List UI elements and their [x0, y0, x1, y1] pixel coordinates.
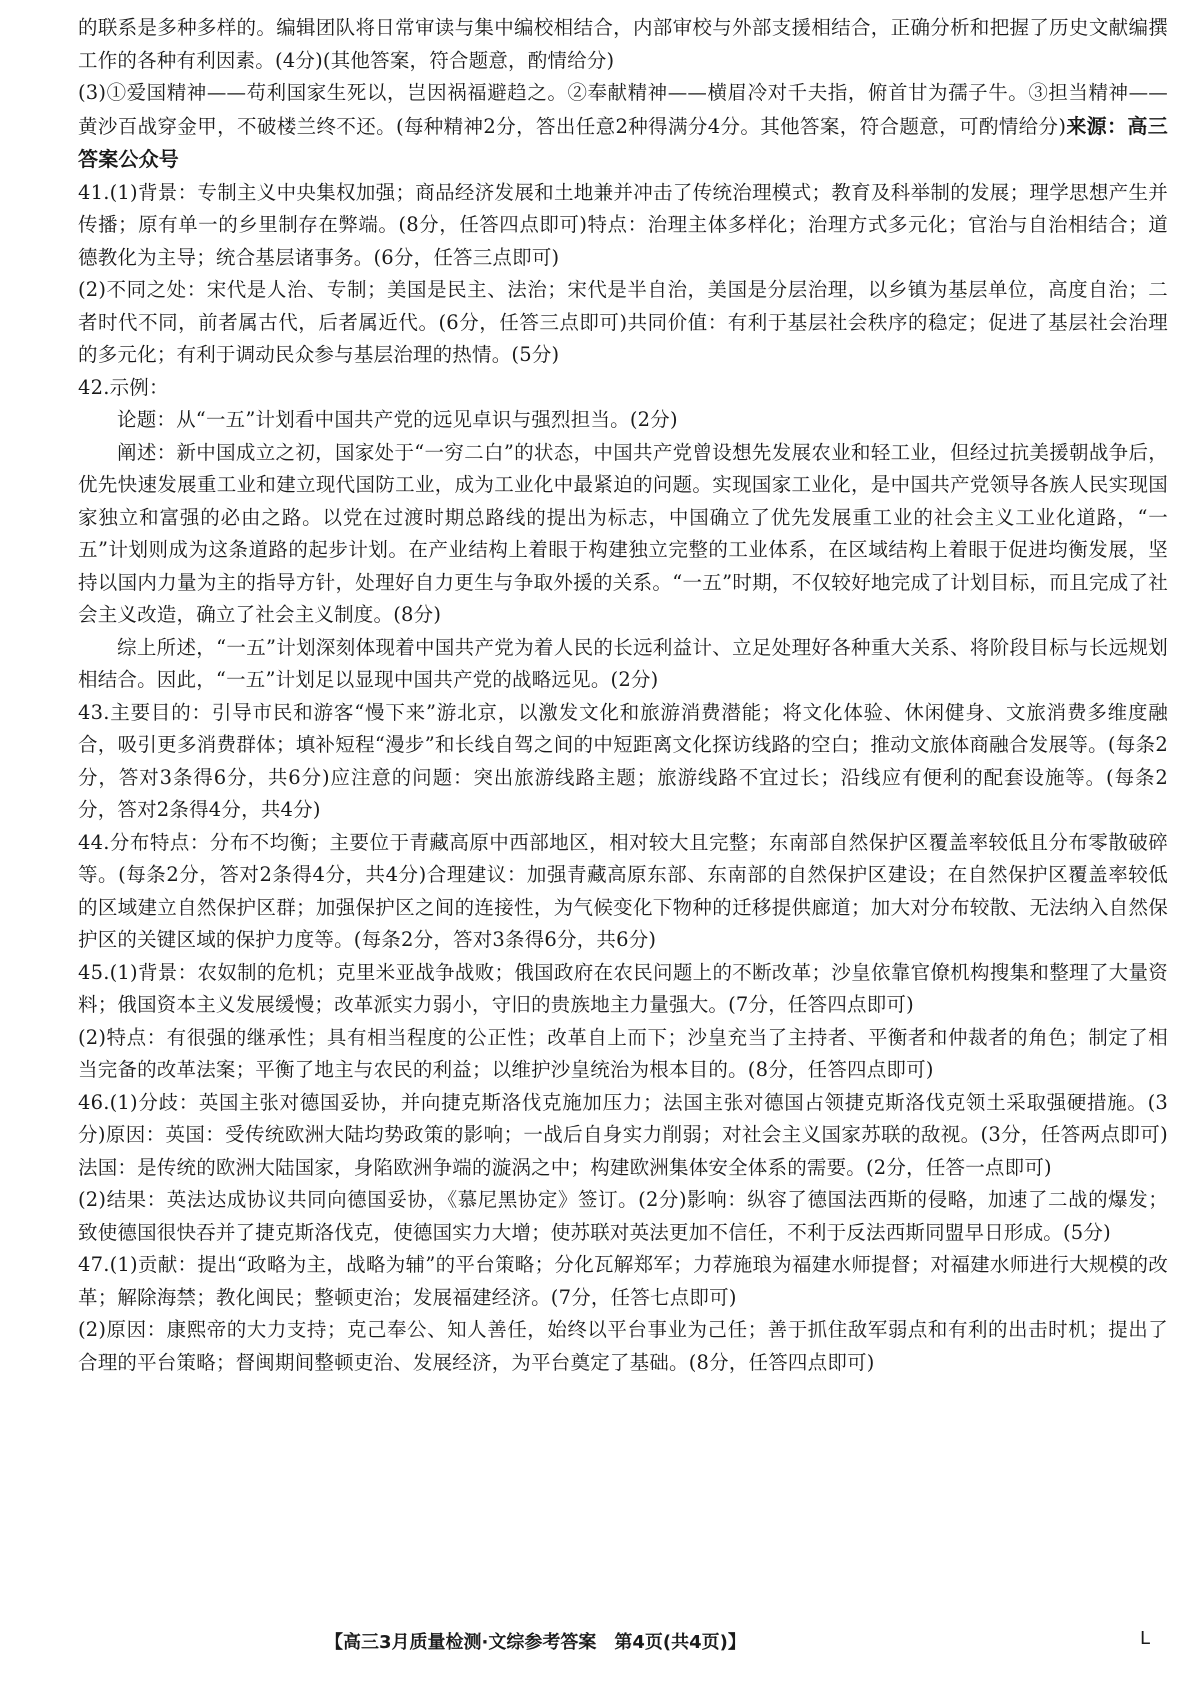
answer-44: 44.分布特点：分布不均衡；主要位于青藏高原中西部地区，相对较大且完整；东南部自然保护区覆盖率较低且分布零散破碎等。(每条2分，答对2条得4分，共4分)合理建议：加强青藏高原东部、东南部的自然保护区建设；在自然保护区覆盖率较低的区域建立自然保护区群；加强保护区之间的连接性，为气候变化下物种的迁移提供廊道；加大对分布较散、无法纳入自然保护区的关键区域的保护力度等。(每条2分，答对3条得6分，共6分) — [78, 830, 1168, 951]
answer-43: 43.主要目的：引导市民和游客“慢下来”游北京，以激发文化和旅游消费潜能；将文化体验、休闲健身、文旅消费多维度融合，吸引更多消费群体；填补短程“漫步”和长线自驾之间的中短距离文化探访线路的空白；推动文旅体商融合发展等。(每条2分，答对3条得6分，共6分)应注意的问题：突出旅游线路主题；旅游线路不宜过长；沿线应有便利的配套设施等。(每条2分，答对2条得4分，共4分) — [78, 700, 1168, 821]
answer-41-1: 41.(1)背景：专制主义中央集权加强；商品经济发展和土地兼并冲击了传统治理模式；教育及科举制的发展；理学思想产生并传播；原有单一的乡里制存在弊端。(8分，任答四点即可)特点：治理主体多样化；治理方式多元化；官治与自治相结合；道德教化为主导；统合基层诸事务。(6分，任答三点即可) — [78, 180, 1168, 269]
page-footer — [0, 1620, 1200, 1660]
footer-mark: L — [1140, 1628, 1151, 1649]
answer-page — [78, 12, 1168, 1379]
answer-46-1: 46.(1)分歧：英国主张对德国妥协，并向捷克斯洛伐克施加压力；法国主张对德国占领捷克斯洛伐克领土采取强硬措施。(3分)原因：英国：受传统欧洲大陆均势政策的影响；一战后自身实力削弱；对社会主义国家苏联的敌视。(3分，任答两点即可)法国：是传统的欧洲大陆国家，身陷欧洲争端的漩涡之中；构建欧洲集体安全体系的需要。(2分，任答一点即可) — [78, 1090, 1168, 1179]
answer-42-argument: 阐述：新中国成立之初，国家处于“一穷二白”的状态，中国共产党曾设想先发展农业和轻工业，但经过抗美援朝战争后，优先快速发展重工业和建立现代国防工业，成为工业化中最紧迫的问题。实现国家工业化，是中国共产党领导各族人民实现国家独立和富强的必由之路。以党在过渡时期总路线的提出为标志，中国确立了优先发展重工业的社会主义工业化道路，“一五”计划则成为这条道路的起步计划。在产业结构上着眼于构建独立完整的工业体系，在区域结构上着眼于促进均衡发展，坚持以国内力量为主的指导方针，处理好自力更生与争取外援的关系。“一五”时期，不仅较好地完成了计划目标，而且完成了社会主义改造，确立了社会主义制度。(8分) — [78, 440, 1168, 626]
source-label: 来源：高三答案公众号 — [78, 113, 1169, 171]
answer-42-heading: 42.示例： — [78, 375, 169, 399]
answer-47-1: 47.(1)贡献：提出“政略为主，战略为辅”的平台策略；分化瓦解郑军；力荐施琅为福建水师提督；对福建水师进行大规模的改革；解除海禁；教化闽民；整顿吏治；发展福建经济。(7分，任答七点即可) — [78, 1253, 1168, 1309]
answer-42-thesis: 论题：从“一五”计划看中国共产党的远见卓识与强烈担当。(2分) — [117, 408, 678, 431]
answer-45-2: (2)特点：有很强的继承性；具有相当程度的公正性；改革自上而下；沙皇充当了主持者、平衡者和仲裁者的角色；制定了相当完备的改革法案；平衡了地主与农民的利益；以维护沙皇统治为根本目的。(8分，任答四点即可) — [78, 1025, 1168, 1081]
answer-45-1: 45.(1)背景：农奴制的危机；克里米亚战争战败；俄国政府在农民问题上的不断改革；沙皇依靠官僚机构搜集和整理了大量资料；俄国资本主义发展缓慢；改革派实力弱小，守旧的贵族地主力量强大。(7分，任答四点即可) — [78, 960, 1168, 1016]
answer-42-conclusion: 综上所述，“一五”计划深刻体现着中国共产党为着人民的长远利益计、立足处理好各种重大关系、将阶段目标与长远规划相结合。因此，“一五”计划足以显现中国共产党的战略远见。(2分) — [78, 635, 1168, 691]
answer-41-2: (2)不同之处：宋代是人治、专制；美国是民主、法治；宋代是半自治，美国是分层治理，以乡镇为基层单位，高度自治；二者时代不同，前者属古代，后者属近代。(6分，任答三点即可)共同价值：有利于基层社会秩序的稳定；促进了基层社会治理的多元化；有利于调动民众参与基层治理的热情。(5分) — [78, 278, 1168, 366]
footer-title: 【高三3月质量检测·文综参考答案 第4页(共4页)】 — [325, 1632, 746, 1653]
answer-paragraph-cont: 的联系是多种多样的。编辑团队将日常审读与集中编校相结合，内部审校与外部支援相结合，正确分析和把握了历史文献编撰工作的各种有利因素。(4分)(其他答案，符合题意，酌情给分) — [78, 16, 1168, 72]
answer-paragraph-40-3 — [78, 77, 1168, 177]
answer-47-2: (2)原因：康熙帝的大力支持；克己奉公、知人善任，始终以平台事业为己任；善于抓住敌军弱点和有利的出击时机；提出了合理的平台策略；督闽期间整顿吏治、发展经济，为平台奠定了基础。(8分，任答四点即可) — [78, 1318, 1168, 1374]
answer-text: (3)①爱国精神——苟利国家生死以，岂因祸福避趋之。②奉献精神——横眉冷对千夫指，俯首甘为孺子牛。③担当精神——黄沙百战穿金甲，不破楼兰终不还。(每种精神2分，答出任意2种得满分4分。其他答案，符合题意，可酌情给分) — [78, 81, 1168, 138]
answer-46-2: (2)结果：英法达成协议共同向德国妥协，《慕尼黑协定》签订。(2分)影响：纵容了德国法西斯的侵略，加速了二战的爆发；致使德国很快吞并了捷克斯洛伐克，使德国实力大增；使苏联对英法更加不信任，不利于反法西斯同盟早日形成。(5分) — [78, 1188, 1168, 1244]
